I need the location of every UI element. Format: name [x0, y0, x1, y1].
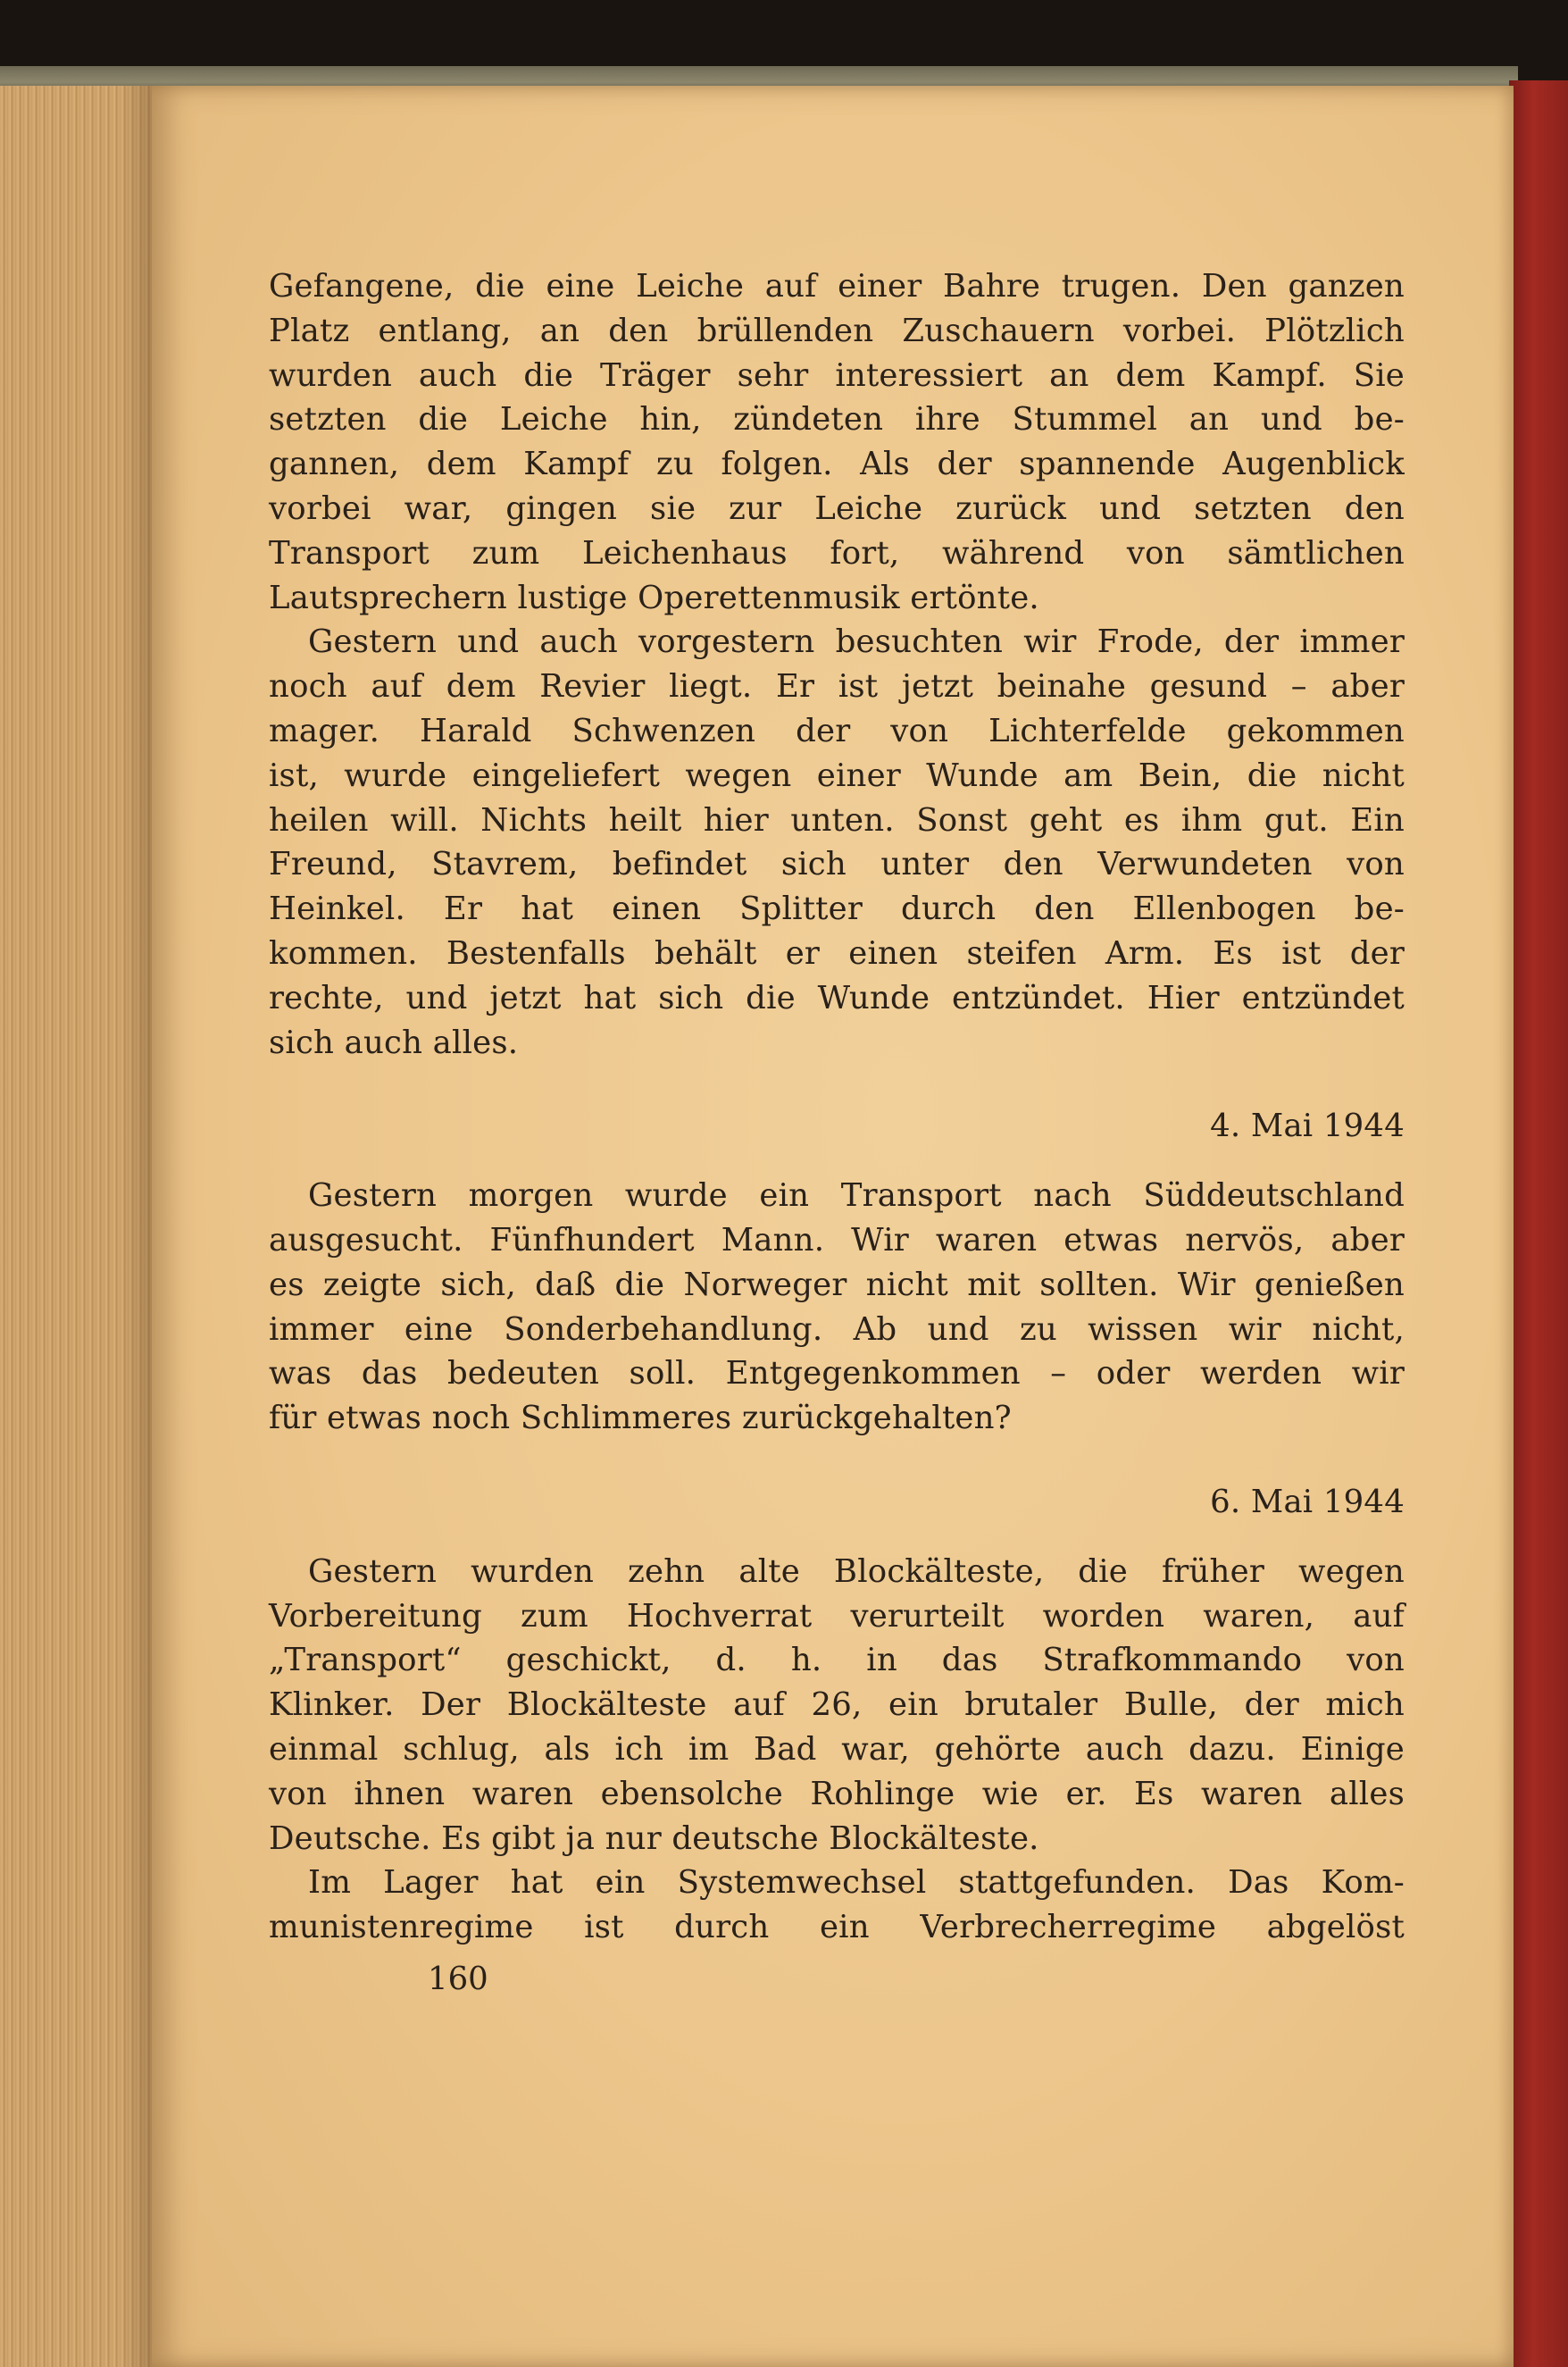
paragraph-5	[269, 1861, 1405, 1950]
text-line: setzten die Leiche hin, zündeten ihre Stummel an und be-	[269, 401, 1405, 439]
text-line: Heinkel. Er hat einen Splitter durch den Ellenbogen be-	[269, 891, 1405, 928]
text-line: mager. Harald Schwenzen der von Lichterfelde gekommen	[269, 712, 1405, 749]
text-line: Gestern und auch vorgestern besuchten wir Frode, der immer	[308, 623, 1405, 661]
text-line: „Transport“ geschickt, d. h. in das Strafkommando von	[269, 1642, 1405, 1679]
text-line: heilen will. Nichts heilt hier unten. Sonst geht es ihm gut. Ein	[269, 801, 1405, 839]
text-line: Deutsche. Es gibt ja nur deutsche Blockälteste.	[269, 1819, 1039, 1857]
text-line: Gefangene, die eine Leiche auf einer Bahre trugen. Den ganzen	[269, 268, 1405, 305]
text-line: munistenregime ist durch ein Verbrecherregime abgelöst	[269, 1909, 1405, 1946]
text-line: Klinker. Der Blockälteste auf 26, ein brutaler Bulle, der mich	[269, 1686, 1405, 1724]
entry-date: 6. Mai 1944	[1210, 1483, 1405, 1520]
paragraph-1	[269, 264, 1405, 620]
text-line: rechte, und jetzt hat sich die Wunde entzündet. Hier entzündet	[269, 979, 1405, 1016]
text-line: Gestern wurden zehn alte Blockälteste, die früher wegen	[308, 1552, 1405, 1590]
text-line: Freund, Stavrem, befindet sich unter den Verwundeten von	[269, 846, 1405, 883]
text-line: gannen, dem Kampf zu folgen. Als der spannende Augenblick	[269, 446, 1405, 483]
text-line: Vorbereitung zum Hochverrat verurteilt worden waren, auf	[269, 1597, 1405, 1635]
text-line: vorbei war, gingen sie zur Leiche zurück und setzten den	[269, 489, 1405, 527]
text-line: Platz entlang, an den brüllenden Zuschauern vorbei. Plötzlich	[269, 312, 1405, 349]
text-line: sich auch alles.	[269, 1024, 519, 1061]
text-line: was das bedeuten soll. Entgegenkommen – oder werden wir	[269, 1355, 1405, 1393]
text-line: Im Lager hat ein Systemwechsel stattgefunden. Das Kom-	[308, 1864, 1405, 1902]
paragraph-2	[269, 620, 1405, 1065]
page-number: 160	[428, 1961, 488, 1997]
text-line: einmal schlug, als ich im Bad war, gehörte auch dazu. Einige	[269, 1730, 1405, 1768]
text-line: Gestern morgen wurde ein Transport nach Süddeutschland	[308, 1177, 1405, 1215]
text-line: kommen. Bestenfalls behält er einen steifen Arm. Es ist der	[269, 934, 1405, 972]
text-line: noch auf dem Revier liegt. Er ist jetzt beinahe gesund – aber	[269, 668, 1405, 706]
paragraph-3	[269, 1174, 1405, 1441]
text-line: ist, wurde eingeliefert wegen einer Wunde am Bein, die nicht	[269, 757, 1405, 794]
entry-date: 4. Mai 1944	[1210, 1108, 1405, 1145]
text-line: wurden auch die Träger sehr interessiert an dem Kampf. Sie	[269, 356, 1405, 394]
stacked-page-edges	[0, 86, 156, 2367]
paragraph-4	[269, 1550, 1405, 1861]
text-line: für etwas noch Schlimmeres zurückgehalten?	[269, 1400, 1012, 1437]
page-text	[269, 264, 1405, 1950]
book-cover-red-edge	[1509, 80, 1568, 2367]
text-line: Lautsprechern lustige Operettenmusik ertönte.	[269, 579, 1039, 616]
text-line: Transport zum Leichenhaus fort, während von sämtlichen	[269, 534, 1405, 572]
text-line: von ihnen waren ebensolche Rohlinge wie er. Es waren alles	[269, 1775, 1405, 1812]
text-line: es zeigte sich, daß die Norweger nicht mit sollten. Wir genießen	[269, 1266, 1405, 1303]
text-line: immer eine Sonderbehandlung. Ab und zu wissen wir nicht,	[269, 1310, 1405, 1348]
text-line: ausgesucht. Fünfhundert Mann. Wir waren etwas nervös, aber	[269, 1221, 1405, 1259]
